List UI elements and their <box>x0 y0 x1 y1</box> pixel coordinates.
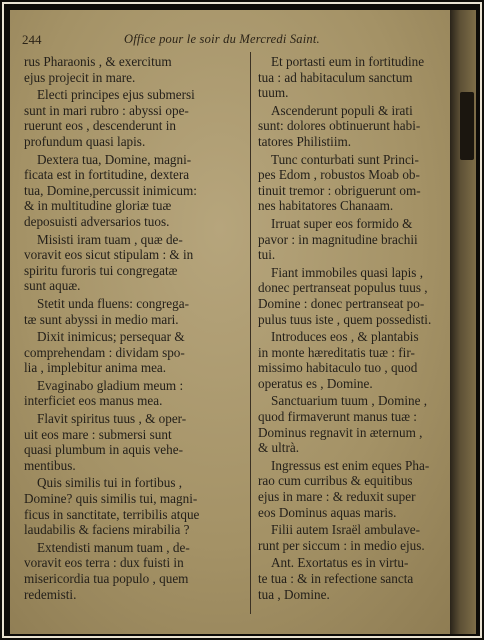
text-line: & in multitudine gloriæ tuæ <box>24 198 172 214</box>
photo-frame <box>2 2 482 638</box>
text-line: Misisti iram tuam , quæ de- <box>37 231 183 247</box>
text-line: Fiant immobiles quasi lapis , <box>271 264 424 280</box>
text-line: Stetit unda fluens: congrega- <box>37 295 189 311</box>
text-line: lia , implebitur anima mea. <box>24 360 167 376</box>
column-divider <box>250 52 251 614</box>
text-line: Dominus regnavit in æternum , <box>258 424 423 440</box>
text-line: sunt: dolores obtinuerunt habi- <box>258 118 421 134</box>
verse-paragraph <box>258 54 446 101</box>
text-line: Domine? quis similis tui, magni- <box>24 491 198 507</box>
text-line: Extendisti manum tuam , de- <box>37 539 190 555</box>
verse-paragraph <box>258 393 446 455</box>
verse-paragraph <box>24 329 244 376</box>
verse-paragraph <box>258 265 446 327</box>
text-line: rus Pharaonis , & exercitum <box>24 54 172 69</box>
text-line: Sanctuarium tuum , Domine , <box>271 393 428 409</box>
text-line: Irruat super eos formido & <box>271 215 413 231</box>
verse-paragraph <box>258 458 446 520</box>
text-line: Introduces eos , & plantabis <box>271 329 419 345</box>
running-title: Office pour le soir du Mercredi Saint. <box>124 32 320 46</box>
text-line: sunt in mari rubro : abyssi ope- <box>24 102 189 118</box>
text-line: tui. <box>258 247 276 263</box>
text-line: te tua : & in refectione sancta <box>258 571 414 586</box>
text-line: Tunc conturbati sunt Princi- <box>271 151 419 167</box>
text-line: pulus tuus iste , quem possedisti. <box>258 311 432 327</box>
text-line: operatus es , Domine. <box>258 375 373 391</box>
verse-paragraph <box>24 87 244 149</box>
text-line: pes Edom , robustos Moab ob- <box>258 167 420 183</box>
verse-paragraph <box>258 522 446 553</box>
verse-paragraph <box>258 103 446 150</box>
text-line: Evaginabo gladium meum : <box>37 377 184 393</box>
text-line: tinuit tremor : obriguerunt om- <box>258 182 421 198</box>
text-line: Quis similis tui in fortibus , <box>37 475 183 491</box>
text-line: eos Dominus aquas maris. <box>258 504 397 520</box>
page-number: 244 <box>22 32 42 47</box>
verse-paragraph <box>258 555 446 602</box>
text-line: tuum. <box>258 85 289 101</box>
verse-paragraph <box>24 411 244 473</box>
text-line: mentibus. <box>24 457 76 473</box>
text-line: voravit eos sicut stipulam : & in <box>24 247 194 263</box>
verse-paragraph <box>24 378 244 409</box>
verse-paragraph <box>24 296 244 327</box>
verse-paragraph <box>24 475 244 537</box>
text-line: & ultrà. <box>258 440 300 456</box>
text-line: Flavit spiritus tuus , & oper- <box>37 411 187 427</box>
text-line: ficus in sanctitate, terribilis atque <box>24 506 200 522</box>
text-line: tæ sunt abyssi in medio mari. <box>24 311 179 327</box>
facing-page-edge <box>450 10 476 634</box>
text-line: interficiet eos manus mea. <box>24 393 163 409</box>
text-line: ejus projecit in mare. <box>24 69 136 85</box>
text-line: tua, Domine,percussit inimicum: <box>24 182 197 198</box>
text-line: pavor : in magnitudine brachii <box>258 231 418 247</box>
text-line: Electi principes ejus submersi <box>37 87 195 103</box>
left-column <box>24 54 244 604</box>
text-line: laudabilis & faciens mirabilia ? <box>24 522 190 538</box>
page-header <box>22 32 442 50</box>
text-line: in monte hæreditatis tuæ : fir- <box>258 344 415 360</box>
text-line: voravit eos terra : dux fuisti in <box>24 555 184 571</box>
text-line: comprehendam : dividam spo- <box>24 344 185 360</box>
text-line: ficata est in fortitudine, dextera <box>24 167 190 183</box>
verse-paragraph <box>24 54 244 85</box>
text-line: runt per siccum : in medio ejus. <box>258 537 425 553</box>
text-line: missimo habitaculo tuo , quod <box>258 360 418 376</box>
text-line: tua , Domine. <box>258 586 330 602</box>
text-line: Domine : donec pertranseat po- <box>258 295 425 311</box>
text-line: Dextera tua, Domine, magni- <box>37 151 192 167</box>
text-line: misericordia tua populo , quem <box>24 571 189 586</box>
text-line: quasi plumbum in aquis vehe- <box>24 442 183 458</box>
text-line: nes habitatores Chanaam. <box>258 198 394 214</box>
text-line: sunt aquæ. <box>24 278 81 294</box>
text-line: Dixit inimicus; persequar & <box>37 329 185 345</box>
text-line: deposuisti adversarios tuos. <box>24 213 170 229</box>
text-line: tatores Philistiim. <box>258 133 352 149</box>
verse-paragraph <box>24 232 244 294</box>
verse-paragraph <box>258 216 446 263</box>
right-column <box>258 54 446 604</box>
text-line: ejus in mare : & reduxit super <box>258 489 416 505</box>
verse-paragraph <box>258 329 446 391</box>
text-line: uit eos mare : submersi sunt <box>24 426 172 442</box>
verse-paragraph <box>24 152 244 230</box>
text-line: profundum quasi lapis. <box>24 133 146 149</box>
text-line: rao cum curribus & equitibus <box>258 473 413 489</box>
verse-paragraph <box>24 540 244 602</box>
text-line: quod firmaverunt manus tuæ : <box>258 409 417 425</box>
text-line: spiritu furoris tui congregatæ <box>24 262 178 278</box>
text-line: Filii autem Israël ambulave- <box>271 522 421 538</box>
book-page <box>10 10 476 634</box>
text-line: ruerunt eos , descenderunt in <box>24 118 176 134</box>
text-line: tua : ad habitaculum sanctum <box>258 69 413 85</box>
text-line: Et portasti eum in fortitudine <box>271 54 425 69</box>
text-line: Ingressus est enim eques Pha- <box>271 457 430 473</box>
text-line: Ascenderunt populi & irati <box>271 102 413 118</box>
facing-page-initial-letter <box>460 92 474 160</box>
verse-paragraph <box>258 152 446 214</box>
text-line: redemisti. <box>24 586 77 602</box>
text-line: donec pertranseat populus tuus , <box>258 280 428 296</box>
text-line: Ant. Exortatus es in virtu- <box>271 555 409 571</box>
